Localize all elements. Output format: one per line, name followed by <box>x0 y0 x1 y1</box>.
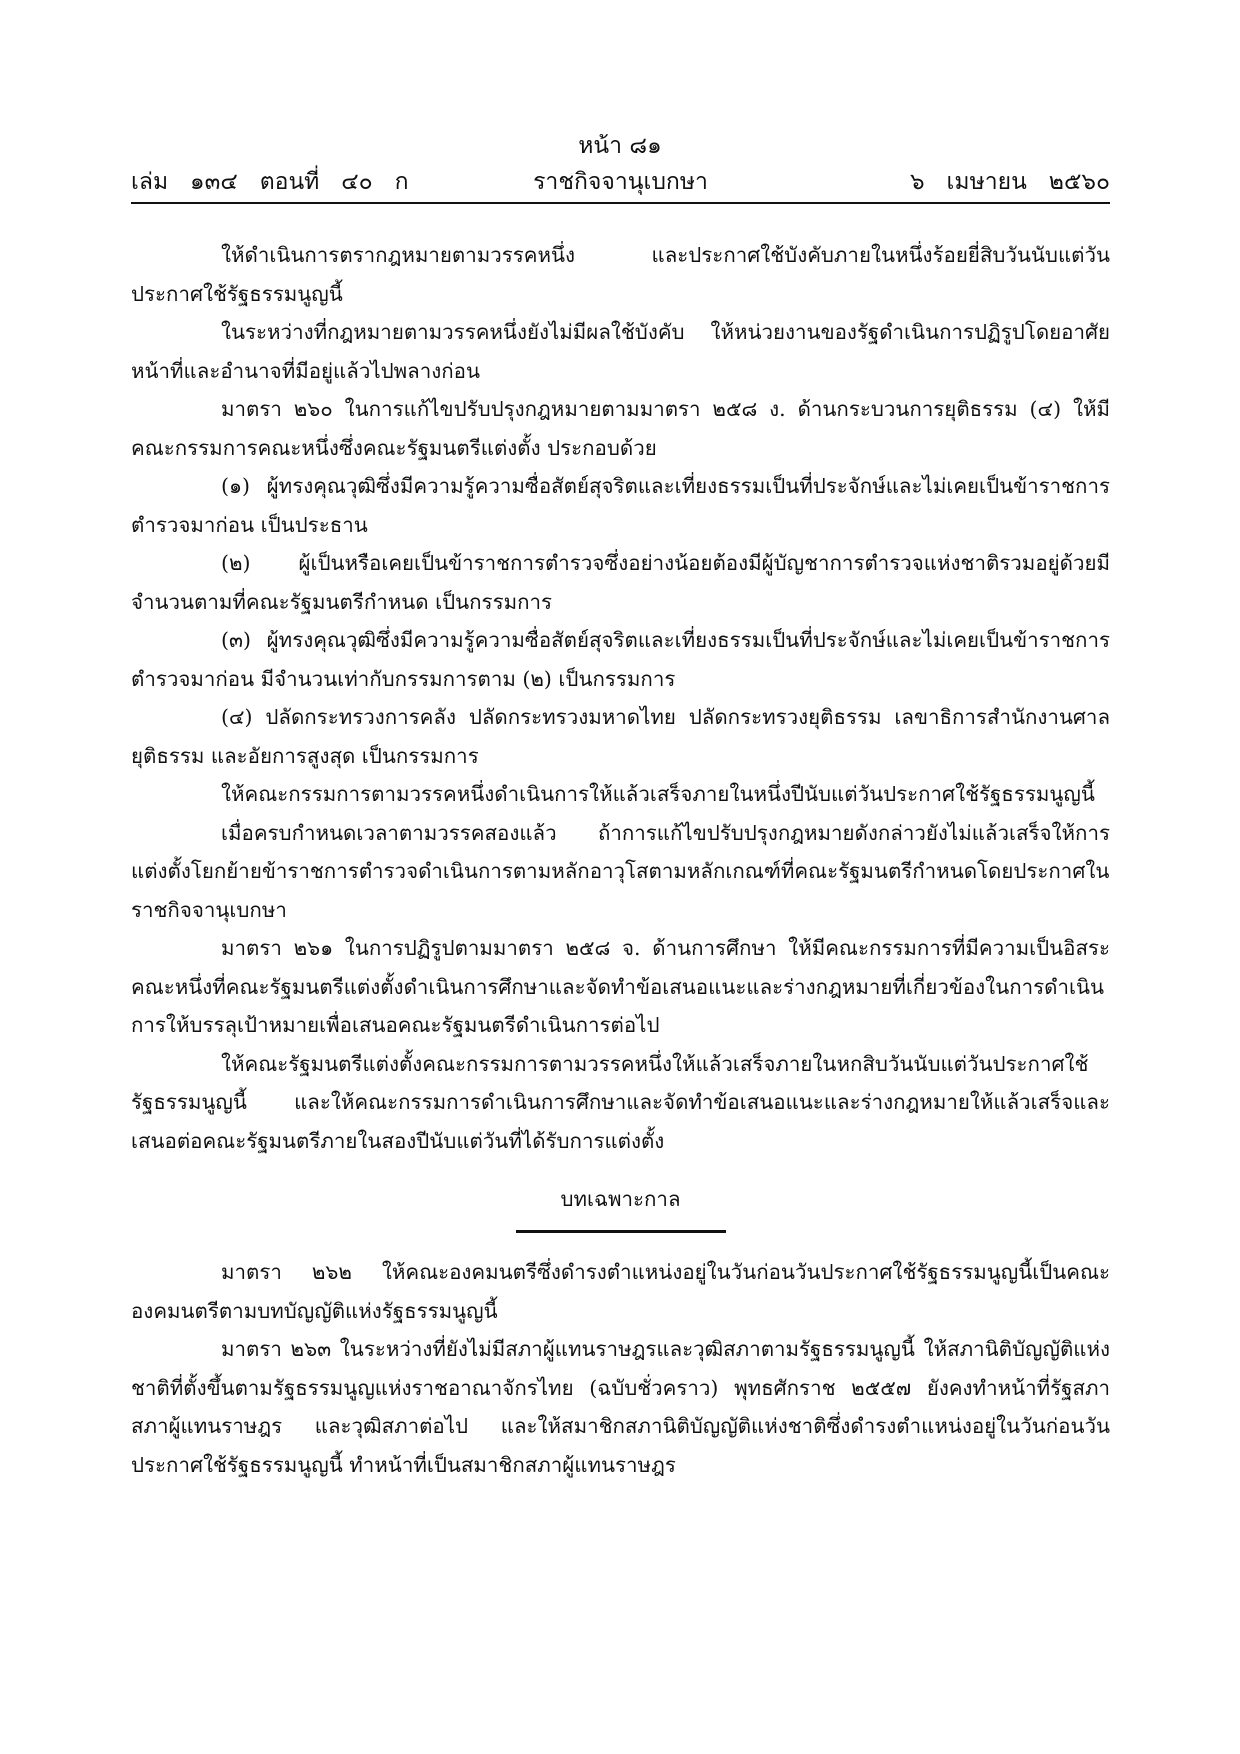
publication-date: ๖ เมษายน ๒๕๖๐ <box>910 169 1110 195</box>
list-item: (๔) ปลัดกระทรวงการคลัง ปลัดกระทรวงมหาดไทย ปลัดกระทรวงยุติธรรม เลขาธิการสำนักงานศาลยุติธรรม และอัยการสูงสุด เป็นกรรมการ <box>131 705 1110 768</box>
list-item: (๒) ผู้เป็นหรือเคยเป็นข้าราชการตำรวจซึ่งอย่างน้อยต้องมีผู้บัญชาการตำรวจแห่งชาติรวมอยู่ด้วยมีจำนวนตามที่คณะรัฐมนตรีกำหนด เป็นกรรมการ <box>131 551 1110 614</box>
section-paragraph: มาตรา ๒๖๐ ในการแก้ไขปรับปรุงกฎหมายตามมาตรา ๒๕๘ ง. ด้านกระบวนการยุติธรรม (๔) ให้มีคณะกรรมการคณะหนึ่งซึ่งคณะรัฐมนตรีแต่งตั้ง ประกอบด้วย <box>131 397 1110 460</box>
heading-rule <box>516 1230 726 1233</box>
paragraph: ให้คณะรัฐมนตรีแต่งตั้งคณะกรรมการตามวรรคหนึ่งให้แล้วเสร็จภายในหกสิบวันนับแต่วันประกาศใช้รัฐธรรมนูญนี้ และให้คณะกรรมการดำเนินการศึกษาและจัดทำข้อเสนอแนะและร่างกฎหมายให้แล้วเสร็จและเสนอต่อคณะรัฐมนตรีภายในสองปีนับแต่วันที่ได้รับการแต่งตั้ง <box>131 1051 1110 1153</box>
paragraph: ให้คณะกรรมการตามวรรคหนึ่งดำเนินการให้แล้วเสร็จภายในหนึ่งปีนับแต่วันประกาศใช้รัฐธรรมนูญนี้ <box>221 782 1095 806</box>
section-paragraph: มาตรา ๒๖๑ ในการปฏิรูปตามมาตรา ๒๕๘ จ. ด้านการศึกษา ให้มีคณะกรรมการที่มีความเป็นอิสระคณะหนึ่งที่คณะรัฐมนตรีแต่งตั้งดำเนินการศึกษาและจัดทำข้อเสนอแนะและร่างกฎหมายที่เกี่ยวข้องในการดำเนินการให้บรรลุเป้าหมายเพื่อเสนอคณะรัฐมนตรีดำเนินการต่อไป <box>131 936 1110 1037</box>
running-header <box>131 164 1110 198</box>
section-paragraph: มาตรา ๒๖๒ ให้คณะองคมนตรีซึ่งดำรงตำแหน่งอยู่ในวันก่อนวันประกาศใช้รัฐธรรมนูญนี้เป็นคณะองคมนตรีตามบทบัญญัติแห่งรัฐธรรมนูญนี้ <box>131 1260 1110 1323</box>
list-item: (๓) ผู้ทรงคุณวุฒิซึ่งมีความรู้ความซื่อสัตย์สุจริตและเที่ยงธรรมเป็นที่ประจักษ์และไม่เคยเป็นข้าราชการตำรวจมาก่อน มีจำนวนเท่ากับกรรมการตาม (๒) เป็นกรรมการ <box>131 628 1110 691</box>
publication-name: ราชกิจจานุเบกษา <box>533 169 708 195</box>
list-item: (๑) ผู้ทรงคุณวุฒิซึ่งมีความรู้ความซื่อสัตย์สุจริตและเที่ยงธรรมเป็นที่ประจักษ์และไม่เคยเป็นข้าราชการตำรวจมาก่อน เป็นประธาน <box>131 474 1110 537</box>
document-body <box>131 236 1110 1484</box>
page-number: หน้า ๘๑ <box>578 133 662 159</box>
paragraph: ให้ดำเนินการตรากฎหมายตามวรรคหนึ่ง และประกาศใช้บังคับภายในหนึ่งร้อยยี่สิบวันนับแต่วันประกาศใช้รัฐธรรมนูญนี้ <box>131 243 1110 306</box>
section-heading: บทเฉพาะกาล <box>560 1187 681 1211</box>
paragraph: เมื่อครบกำหนดเวลาตามวรรคสองแล้ว ถ้าการแก้ไขปรับปรุงกฎหมายดังกล่าวยังไม่แล้วเสร็จให้การแต่งตั้งโยกย้ายข้าราชการตำรวจดำเนินการตามหลักอาวุโสตามหลักเกณฑ์ที่คณะรัฐมนตรีกำหนดโดยประกาศในราชกิจจานุเบกษา <box>131 820 1110 922</box>
paragraph: ในระหว่างที่กฎหมายตามวรรคหนึ่งยังไม่มีผลใช้บังคับ ให้หน่วยงานของรัฐดำเนินการปฏิรูปโดยอาศัยหน้าที่และอำนาจที่มีอยู่แล้วไปพลางก่อน <box>131 320 1110 383</box>
section-paragraph: มาตรา ๒๖๓ ในระหว่างที่ยังไม่มีสภาผู้แทนราษฎรและวุฒิสภาตามรัฐธรรมนูญนี้ ให้สภานิติบัญญัติแห่งชาติที่ตั้งขึ้นตามรัฐธรรมนูญแห่งราชอาณาจักรไทย (ฉบับชั่วคราว) พุทธศักราช ๒๕๕๗ ยังคงทำหน้าที่รัฐสภา สภาผู้แทนราษฎร และวุฒิสภาต่อไป และให้สมาชิกสภานิติบัญญัติแห่งชาติซึ่งดำรงตำแหน่งอยู่ในวันก่อนวันประกาศใช้รัฐธรรมนูญนี้ ทำหน้าที่เป็นสมาชิกสภาผู้แทนราษฎร <box>131 1337 1110 1477</box>
volume-issue: เล่ม ๑๓๔ ตอนที่ ๔๐ ก <box>131 169 409 195</box>
header-rule <box>131 202 1110 204</box>
